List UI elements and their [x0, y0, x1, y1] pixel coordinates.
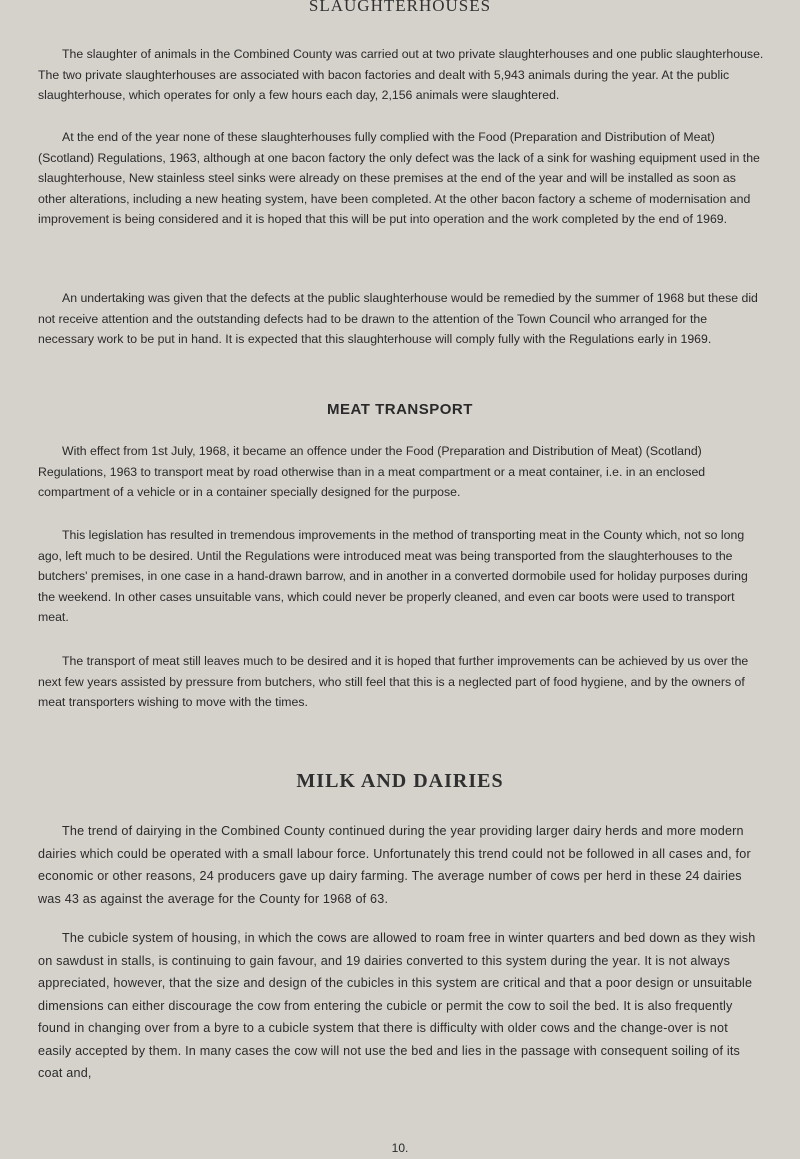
paragraph: The trend of dairying in the Combined County continued during the year providing larger dairy herds and more modern dairies which could be operated with a small labour force. Unfortunately this trend could not be followed in all cases and, for economic or other reasons, 24 producers gave up dairy farming. The average number of cows per herd in these 24 dairies was 43 as against the average for the County for 1968 of 63.	[38, 824, 751, 906]
page-number: 10.	[391, 1141, 409, 1155]
paragraph: An undertaking was given that the defects at the public slaughterhouse would be remedied by the summer of 1968 but these did not receive attention and the outstanding defects had to be drawn to the attention of the Town Council who arranged for the necessary work to be put in hand. It is expected that this slaughterhouse will comply fully with the Regulations early in 1969.	[38, 291, 758, 346]
paragraph: The cubicle system of housing, in which the cows are allowed to roam free in winter quarters and bed down as they wish on sawdust in stalls, is continuing to gain favour, and 19 dairies converted to this system during the year. It is not always appreciated, however, that the size and design of the cubicles in this system are critical and that a poor design or unsuitable dimensions can either discourage the cow from entering the cubicle or permit the cow to soil the bed. It is also frequently found in changing over from a byre to a cubicle system that there is difficulty with older cows and the change-over is not easily accepted by them. In many cases the cow will not use the bed and lies in the passage with consequent soiling of its coat and,	[38, 931, 756, 1080]
paragraph: This legislation has resulted in tremendous improvements in the method of transporting meat in the County which, not so long ago, left much to be desired. Until the Regulations were introduced meat was being transported from the slaughterhouses to the butchers' premises, in one case in a hand-drawn barrow, and in another in a converted dormobile used for holiday purposes during the weekend. In other cases unsuitable vans, which could never be properly cleaned, and even car boots were used to transport meat.	[38, 528, 748, 624]
paragraph: The transport of meat still leaves much to be desired and it is hoped that further improvements can be achieved by us over the next few years assisted by pressure from butchers, who still feel that this is a neglected part of food hygiene, and by the owners of meat transporters wishing to move with the times.	[38, 654, 749, 709]
paragraph: With effect from 1st July, 1968, it became an offence under the Food (Preparation and Distribution of Meat) (Scotland) Regulations, 1963 to transport meat by road otherwise than in a meat compartment or a meat container, i.e. in an enclosed compartment of a vehicle or in a container specially designed for the purpose.	[38, 444, 706, 499]
paragraph: At the end of the year none of these slaughterhouses fully complied with the Food (Preparation and Distribution of Meat) (Scotland) Regulations, 1963, although at one bacon factory the only defect was the lack of a sink for washing equipment used in the slaughterhouse, New stainless steel sinks were already on these premises at the end of the year and will be installed as soon as other alterations, including a new heating system, have been completed. At the other bacon factory a scheme of modernisation and improvement is being considered and it is hoped that this will be put into operation and the work completed by the end of 1969.	[38, 130, 760, 226]
heading-milk-and-dairies: MILK AND DAIRIES	[296, 770, 504, 792]
paragraph: The slaughter of animals in the Combined County was carried out at two private slaughterhouses and one public slaughterhouse. The two private slaughterhouses are associated with bacon factories and dealt with 5,943 animals during the year. At the public slaughterhouse, which operates for only a few hours each day, 2,156 animals were slaughtered.	[38, 47, 764, 102]
heading-meat-transport: MEAT TRANSPORT	[327, 401, 473, 418]
heading-slaughterhouses: SLAUGHTERHOUSES	[308, 0, 492, 15]
